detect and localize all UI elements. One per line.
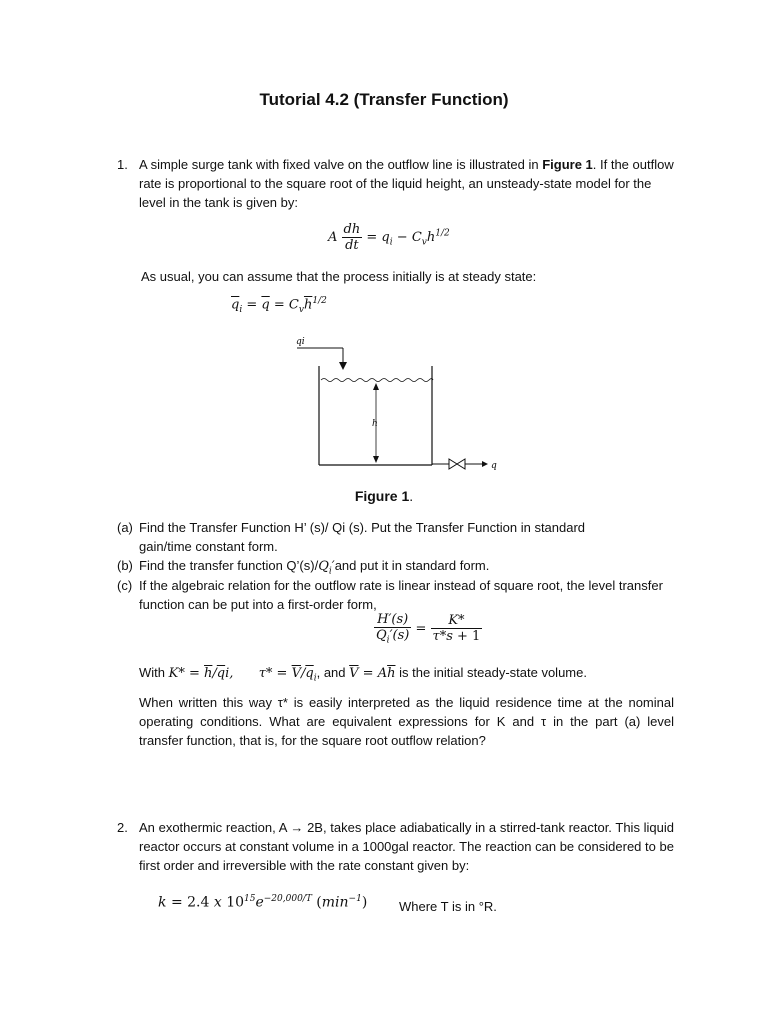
part-b-text: Find the transfer function $Q’(s)/Q_i'and$ put it in standard form. [139, 558, 490, 577]
valve-left [449, 459, 457, 469]
valve-right [457, 459, 465, 469]
figure-caption: Figure 1. [354, 488, 414, 504]
question-1-number: 1. [117, 157, 128, 172]
liquid-surface [321, 379, 433, 382]
part-c-text: If the algebraic relation for the outflow rate is linear instead of square root, the level transfer function can be put into a first-order form, [139, 578, 663, 612]
part-c-label: (c) [117, 578, 133, 593]
part-a-label: (a) [117, 520, 133, 535]
steady-state-text: As usual, you can assume that the process initially is at steady state: [141, 269, 537, 284]
steady-state-equation: $\overline{q}_i = \overline{q} = C_v\overline{h}^{1/2}$ [231, 296, 327, 315]
page-title: Tutorial 4.2 (Transfer Function) [259, 90, 509, 109]
part-b-label: (b) [117, 558, 133, 573]
height-arrow-top [373, 383, 379, 390]
height-arrow-bottom [373, 456, 379, 463]
surge-tank-figure [285, 330, 505, 480]
first-order-tf: $\frac{H'(s)}{Q_i'(s)}$ = $\frac{K*}{\tau*s + 1}$ [376, 612, 481, 646]
label-q: q [491, 461, 497, 471]
question-2-number: 2. [117, 820, 128, 835]
temperature-unit-note: Where T is in °R. [399, 899, 497, 914]
model-equation: A $\frac{dh}{dt}$ = $q_i - C_vh^{1/2}$ [328, 222, 450, 253]
with-line: With $K* = \overline{h}/\overline{q}i$, $\tau* = \overline{V}/\overline{q}_i$, and $\overline{V} = A\overline{h}$ is the initial steady-state volume. [139, 665, 587, 684]
inlet-arrow [339, 362, 347, 370]
label-qi: qi [296, 337, 305, 347]
rate-constant-equation: k = 2.4 x $10^{15}e^{-20,000/T}$ $(\min^{-1})$ [158, 894, 368, 911]
figure-ref: Figure 1 [542, 157, 593, 172]
question-1-intro: A simple surge tank with fixed valve on the outflow line is illustrated in Figure 1. If the outflow rate is proportional to the square root of the liquid height, an unsteady-state model for the level in the tank is given by: [139, 157, 674, 210]
closing-paragraph: When written this way τ* is easily interpreted as the liquid residence time at the nominal operating conditions. What are equivalent expressions for K and τ in the part (a) level transfer function, that is, for the square root outflow relation? [139, 695, 674, 748]
question-2-text: An exothermic reaction, A → 2B, takes place adiabatically in a stirred-tank reactor. This liquid reactor occurs at constant volume in a 1000gal reactor. The reaction can be considered to be first order and irreversible with the rate constant given by: [139, 820, 674, 873]
part-a-text: Find the Transfer Function H’ (s)/ Qi (s). Put the Transfer Function in standard gain/time constant form. [139, 520, 586, 554]
label-h: h [372, 419, 378, 429]
outlet-arrow [482, 461, 488, 467]
